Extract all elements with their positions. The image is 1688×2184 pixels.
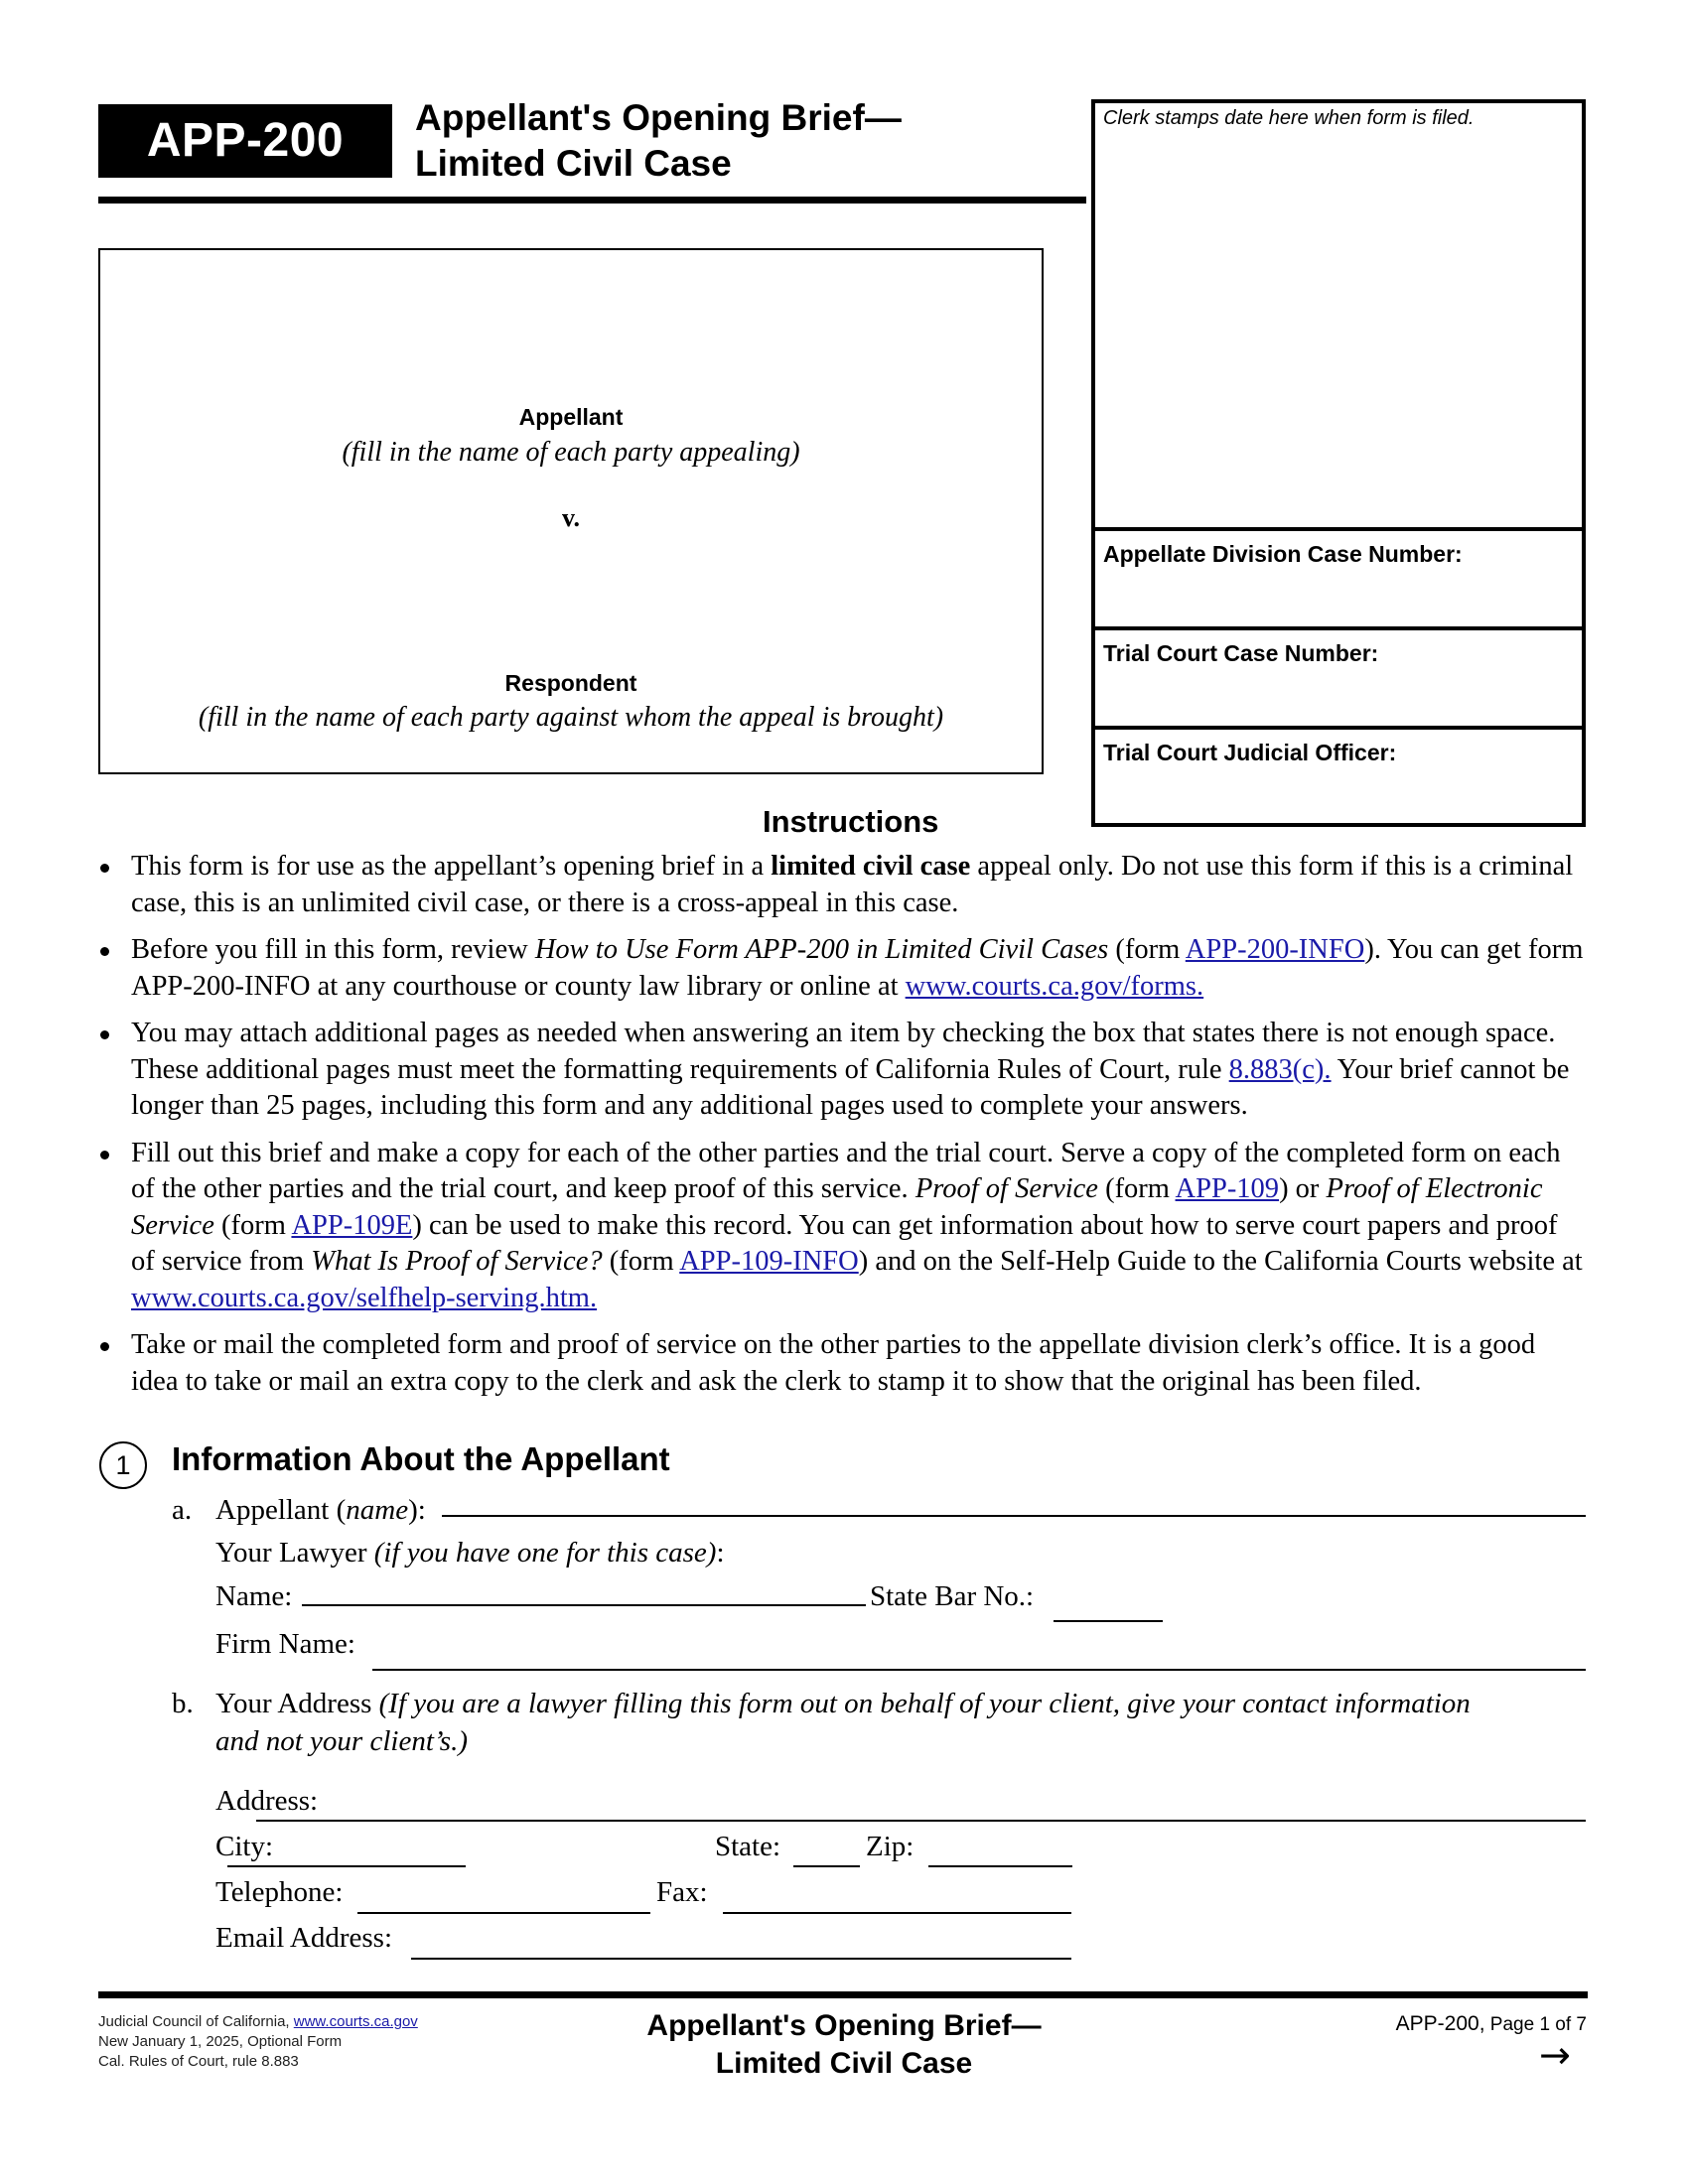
instruction-text: You may attach additional pages as needed when answering an item by checking the box that states there is not enough space. These additional pages must meet the formatting requirements of California Rules of Court, rule [131,1018,1556,1085]
item-b-marker: b. [172,1688,194,1719]
instruction-text: Fill out this brief and make a copy for each of the other parties and the trial court. Serve a copy of the completed form on each of the other parties and the trial court, and keep proof of this service. [131,1137,1561,1204]
form-title [415,95,902,187]
instruction-text: ). You can get form APP-200-INFO at any courthouse or county law library or online at [131,934,1584,1002]
your-address-label [215,1688,1471,1720]
lawyer-name-label: Name: [215,1580,293,1612]
footer-title [596,2007,1092,2083]
link-selfhelp-serving[interactable]: www.courts.ca.gov/selfhelp-serving.htm. [131,1282,598,1313]
footer-divider [98,1991,1588,1998]
instruction-text: appeal only. Do not use this form if this is a criminal case, this is an unlimited civil case, or there is a cross-appeal in this case. [131,851,1574,918]
link-app-109[interactable]: APP-109 [1175,1173,1280,1204]
telephone-label: Telephone: [215,1876,344,1908]
state-label: State: [715,1831,781,1862]
trial-court-judicial-officer-field[interactable] [1095,726,1582,827]
header-divider [98,197,1086,204]
address-input[interactable] [256,1820,1586,1822]
city-input[interactable] [227,1865,466,1867]
instruction-text: (form [1108,934,1186,965]
zip-input[interactable] [928,1865,1072,1867]
footer-publisher-info [98,2012,418,2072]
telephone-input[interactable] [357,1912,650,1914]
label-text: : [716,1537,725,1569]
your-lawyer-label [215,1537,725,1570]
appellate-case-number-field[interactable] [1095,527,1582,626]
instruction-text: ) and on the Self-Help Guide to the California Courts website at [858,1246,1583,1277]
footer-title-line1: Appellant's Opening Brief— [646,2009,1042,2042]
footer-page-number: Page 1 of 7 [1484,2014,1587,2035]
zip-label: Zip: [866,1831,914,1862]
form-title-line1: Appellant's Opening Brief— [415,97,902,138]
city-label: City: [215,1831,274,1862]
instruction-text: (form [602,1246,680,1277]
respondent-name-area[interactable] [100,548,1042,667]
label-text: Appellant ( [215,1494,347,1526]
form-title-line2: Limited Civil Case [415,143,732,184]
form-number-badge: APP-200 [98,104,392,178]
label-text: Your Address [215,1688,379,1719]
footer-title-line2: Limited Civil Case [715,2047,973,2080]
trial-court-case-number-label: Trial Court Case Number: [1103,640,1379,666]
instruction-doc-title: Proof of Service [914,1173,1098,1204]
appellant-label: Appellant [518,404,624,430]
instruction-doc-title: What Is Proof of Service? [311,1246,603,1277]
email-label: Email Address: [215,1922,393,1954]
appellant-name-label [215,1494,426,1527]
clerk-stamp-note: Clerk stamps date here when form is filed. [1103,107,1475,129]
label-text: ): [408,1494,426,1526]
address-label: Address: [215,1785,319,1817]
state-input[interactable] [793,1865,860,1867]
link-app-109e[interactable]: APP-109E [291,1209,413,1241]
instruction-doc-title: How to Use Form APP-200 in Limited Civil Cases [534,934,1109,965]
firm-name-input[interactable] [372,1669,1586,1671]
instruction-item [98,1016,1588,1125]
footer-form-id: APP-200, [1395,2012,1485,2035]
state-bar-input[interactable] [1054,1620,1163,1622]
instruction-text: ) can be used to make this record. You can get information about how to serve court papers and proof of service from [131,1209,1558,1277]
fax-label: Fax: [656,1876,708,1908]
trial-court-case-number-field[interactable] [1095,626,1582,726]
respondent-hint: (fill in the name of each party against whom the appeal is brought) [198,702,944,733]
trial-court-judicial-officer-label: Trial Court Judicial Officer: [1103,740,1397,765]
fax-input[interactable] [723,1912,1071,1914]
footer-rule: Cal. Rules of Court, rule 8.883 [98,2053,299,2070]
appellant-name-area[interactable] [100,250,1042,399]
instruction-text: Take or mail the completed form and proof of service on the other parties to the appellate division clerk’s office. It is a good idea to take or mail an extra copy to the clerk and ask the clerk to stamp it to show that the original has been filed. [131,1329,1536,1397]
footer-courts-link[interactable]: www.courts.ca.gov [293,2013,418,2030]
footer-publisher: Judicial Council of California, [98,2013,294,2030]
state-bar-label: State Bar No.: [870,1580,1035,1612]
clerk-stamp-box [1091,99,1586,827]
instruction-item [98,932,1588,1005]
appellant-hint: (fill in the name of each party appealing) [342,437,800,468]
instruction-item [98,1327,1588,1400]
instruction-text: (form [213,1209,292,1241]
section-title: Information About the Appellant [172,1440,670,1477]
instructions-list [98,849,1588,1411]
lawyer-name-input[interactable] [302,1604,866,1606]
instruction-text: ) or [1279,1173,1327,1204]
link-rule-8-883c[interactable]: 8.883(c). [1228,1053,1332,1085]
footer-revision: New January 1, 2025, Optional Form [98,2033,343,2050]
appellate-case-number-label: Appellate Division Case Number: [1103,541,1463,567]
label-hint: name [346,1494,409,1526]
case-caption-box [98,248,1044,774]
email-input[interactable] [411,1958,1071,1960]
instruction-text: This form is for use as the appellant’s opening brief in a [131,851,772,882]
instructions-heading: Instructions [763,804,939,839]
link-app-109-info[interactable]: APP-109-INFO [679,1246,859,1277]
label-text: Your Lawyer [215,1537,374,1569]
instruction-emphasis: limited civil case [771,851,971,882]
firm-name-label: Firm Name: [215,1628,355,1660]
link-app-200-info[interactable]: APP-200-INFO [1185,934,1365,965]
instruction-doc-title: Proof of Electronic Service [131,1173,1543,1241]
instruction-text: (form [1097,1173,1176,1204]
your-address-hint-continued: and not your client’s.) [215,1725,468,1757]
versus-label: v. [561,503,581,532]
instruction-item [98,1136,1588,1317]
instruction-text: Before you fill in this form, review [131,934,535,965]
item-a-marker: a. [172,1494,193,1526]
link-courts-forms[interactable]: www.courts.ca.gov/forms. [905,970,1204,1002]
instruction-text: Your brief cannot be longer than 25 pages, including this form and any additional pages used to complete your answers. [131,1053,1570,1121]
section-number-badge: 1 [99,1441,147,1489]
instruction-item [98,849,1588,921]
respondent-label: Respondent [504,670,637,696]
appellant-name-input[interactable] [442,1515,1586,1517]
label-hint: (if you have one for this case) [373,1537,717,1569]
next-page-arrow-icon[interactable]: → [1539,2033,1571,2077]
label-hint: (If you are a lawyer filling this form out on behalf of your client, give your contact information [378,1688,1471,1719]
